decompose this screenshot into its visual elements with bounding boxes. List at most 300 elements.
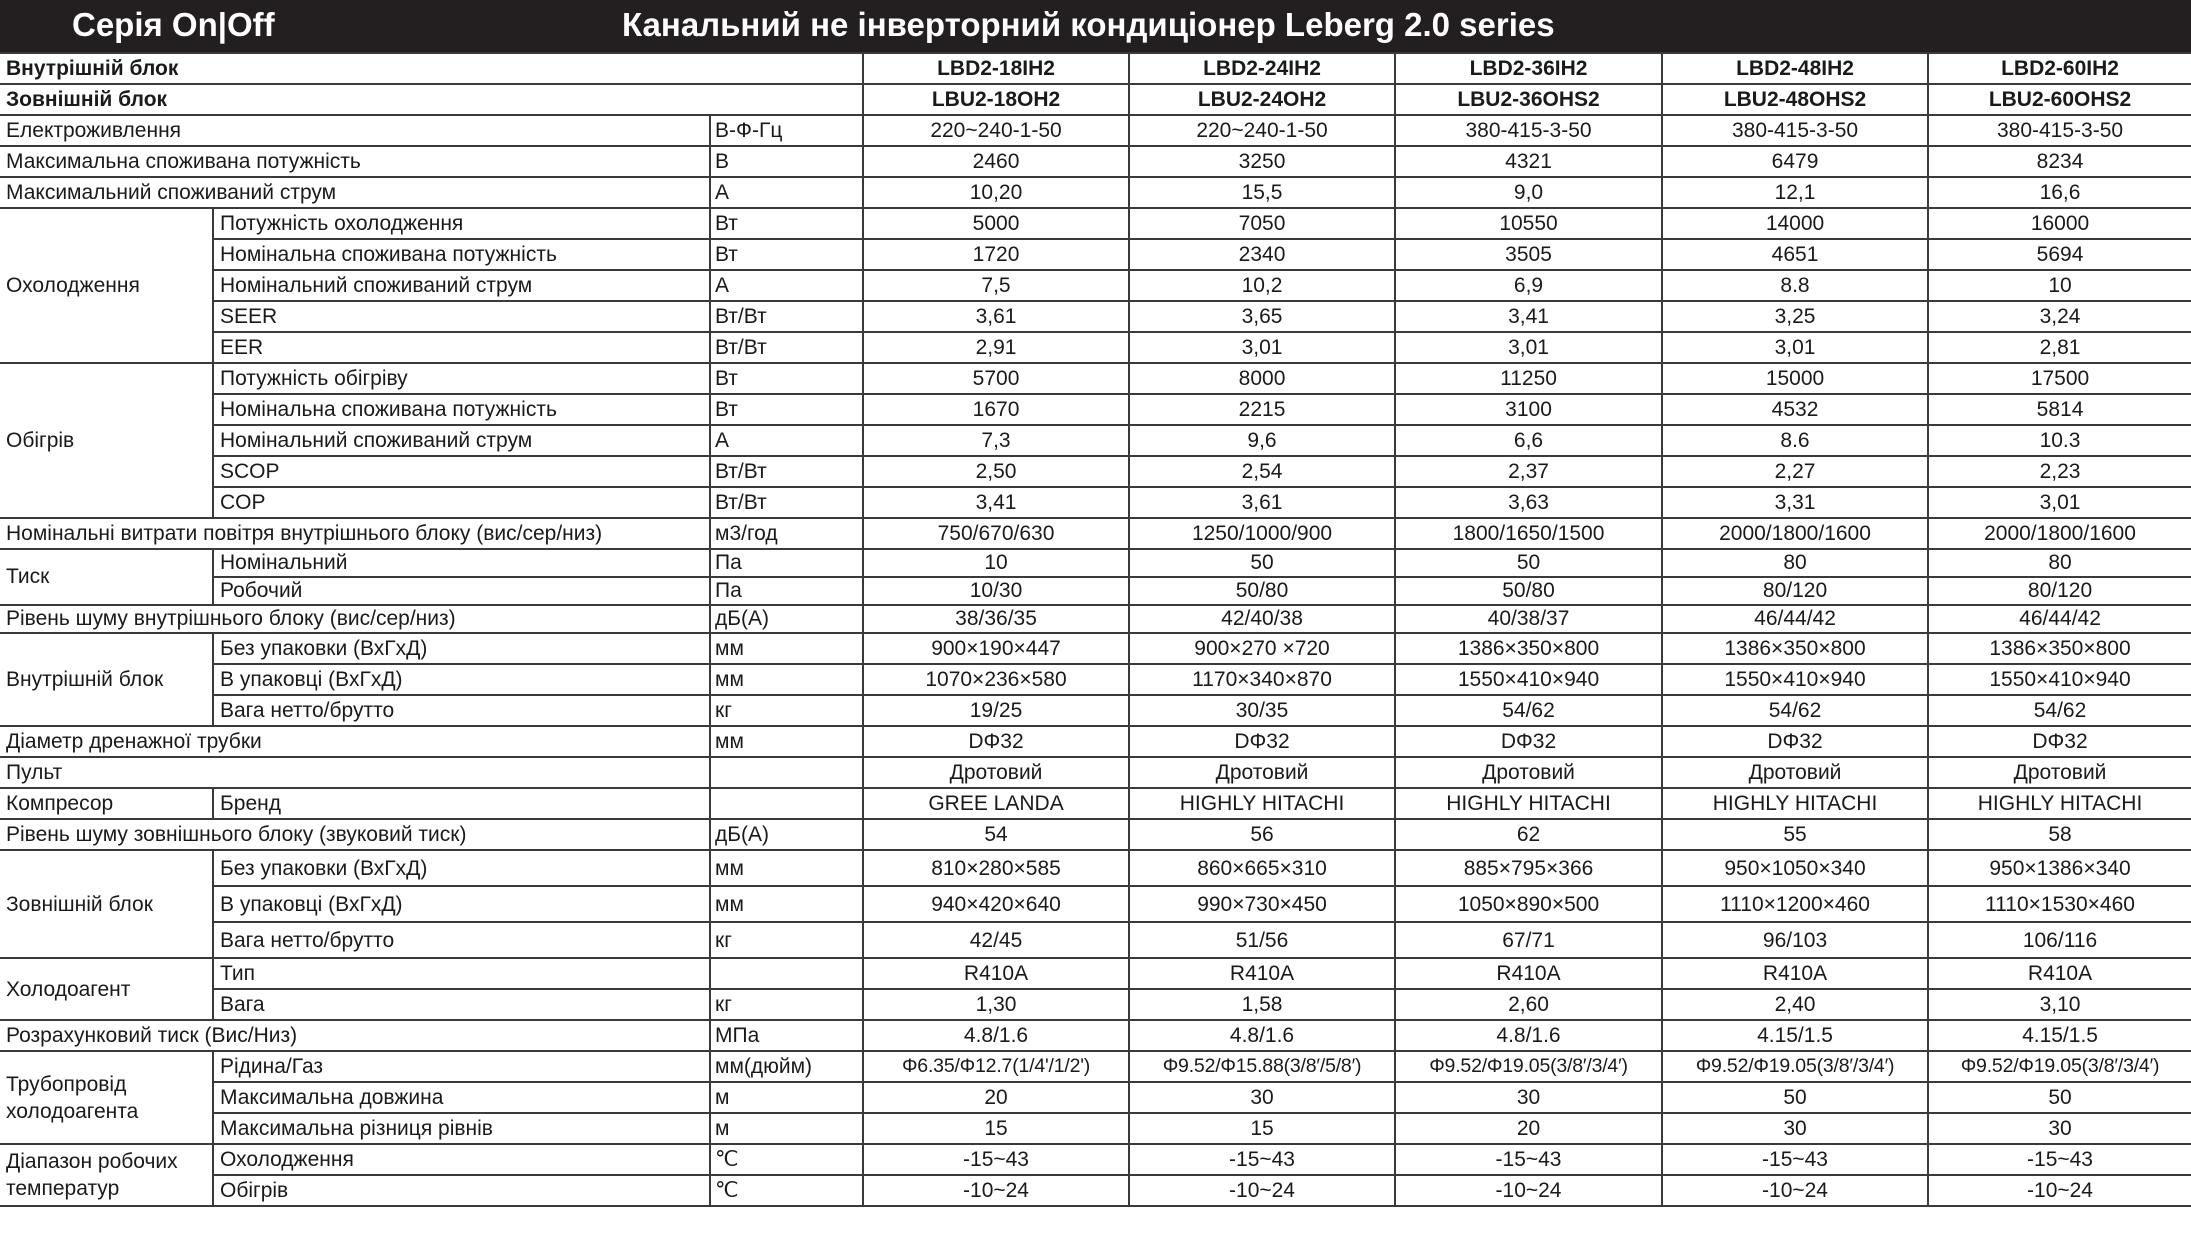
unit-cell: Вт/Вт — [710, 487, 863, 518]
value-cell: 8000 — [1129, 363, 1395, 394]
table-row — [0, 819, 2191, 850]
table-row — [0, 1113, 2191, 1144]
group-label — [0, 1144, 213, 1206]
sub-param-label: Номінальний споживаний струм — [213, 425, 710, 456]
table-row — [0, 922, 2191, 958]
group-label-line1: Діапазон робочих — [6, 1150, 178, 1173]
table-row — [0, 633, 2191, 664]
value-cell: 3250 — [1129, 146, 1395, 177]
value-cell: Дротовий — [863, 757, 1129, 788]
value-cell: 10550 — [1395, 208, 1662, 239]
indoor-model: LBD2-24IH2 — [1129, 53, 1395, 84]
value-cell: 42/45 — [863, 922, 1129, 958]
table-row — [0, 788, 2191, 819]
value-cell: 3,41 — [1395, 301, 1662, 332]
table-row — [0, 115, 2191, 146]
value-cell: 2,60 — [1395, 989, 1662, 1020]
value-cell: -10~24 — [1129, 1175, 1395, 1206]
value-cell: 10 — [1928, 270, 2191, 301]
indoor-unit-header: Внутрішній блок — [0, 53, 863, 84]
value-cell: 30 — [1662, 1113, 1928, 1144]
group-label-line2: температур — [6, 1177, 120, 1200]
value-cell: 3,24 — [1928, 301, 2191, 332]
sub-param-label: Максимальна різниця рівнів — [213, 1113, 710, 1144]
sub-param-label: Бренд — [213, 788, 710, 819]
group-label: Внутрішній блок — [0, 633, 213, 726]
sub-param-label: COP — [213, 487, 710, 518]
table-row — [0, 664, 2191, 695]
param-label: Максимальна споживана потужність — [0, 146, 710, 177]
value-cell: 80/120 — [1928, 577, 2191, 605]
value-cell: R410A — [1129, 958, 1395, 989]
indoor-model: LBD2-18IH2 — [863, 53, 1129, 84]
value-cell: Φ9.52/Φ15.88(3/8′/5/8′) — [1129, 1051, 1395, 1082]
value-cell: HIGHLY HITACHI — [1928, 788, 2191, 819]
value-cell: 80/120 — [1662, 577, 1928, 605]
value-cell: R410A — [1662, 958, 1928, 989]
table-row — [0, 425, 2191, 456]
table-row — [0, 84, 2191, 115]
sub-param-label: Без упаковки (ВхГхД) — [213, 850, 710, 886]
unit-cell: мм — [710, 726, 863, 757]
value-cell: 106/116 — [1928, 922, 2191, 958]
sub-param-label: Робочий — [213, 577, 710, 605]
value-cell: 2215 — [1129, 394, 1395, 425]
value-cell: 42/40/38 — [1129, 605, 1395, 633]
sub-param-label: SCOP — [213, 456, 710, 487]
value-cell: HIGHLY HITACHI — [1662, 788, 1928, 819]
value-cell: 54/62 — [1395, 695, 1662, 726]
value-cell: 30 — [1928, 1113, 2191, 1144]
unit-cell: Па — [710, 577, 863, 605]
value-cell: 4.8/1.6 — [1395, 1020, 1662, 1051]
value-cell: 4532 — [1662, 394, 1928, 425]
sub-param-label: Вага нетто/брутто — [213, 922, 710, 958]
value-cell: 885×795×366 — [1395, 850, 1662, 886]
table-row — [0, 456, 2191, 487]
value-cell: 15,5 — [1129, 177, 1395, 208]
value-cell: 54/62 — [1928, 695, 2191, 726]
value-cell: 950×1050×340 — [1662, 850, 1928, 886]
value-cell: 16000 — [1928, 208, 2191, 239]
value-cell: 4321 — [1395, 146, 1662, 177]
value-cell: 16,6 — [1928, 177, 2191, 208]
value-cell: 3,61 — [863, 301, 1129, 332]
table-row — [0, 301, 2191, 332]
value-cell: -10~24 — [1928, 1175, 2191, 1206]
unit-cell: Вт — [710, 363, 863, 394]
unit-cell: мм — [710, 886, 863, 922]
value-cell: 3,10 — [1928, 989, 2191, 1020]
value-cell: 38/36/35 — [863, 605, 1129, 633]
unit-cell: Вт — [710, 208, 863, 239]
value-cell: 11250 — [1395, 363, 1662, 394]
value-cell: 1110×1530×460 — [1928, 886, 2191, 922]
table-row — [0, 989, 2191, 1020]
unit-cell — [710, 788, 863, 819]
value-cell: 9,0 — [1395, 177, 1662, 208]
value-cell: 54 — [863, 819, 1129, 850]
value-cell: 1720 — [863, 239, 1129, 270]
value-cell: 380-415-3-50 — [1395, 115, 1662, 146]
value-cell: 2,81 — [1928, 332, 2191, 363]
value-cell: 5000 — [863, 208, 1129, 239]
value-cell: 2,23 — [1928, 456, 2191, 487]
unit-cell: мм — [710, 633, 863, 664]
sub-param-label: Номінальний — [213, 549, 710, 577]
sub-param-label: Без упаковки (ВхГхД) — [213, 633, 710, 664]
value-cell: 1550×410×940 — [1662, 664, 1928, 695]
value-cell: 1386×350×800 — [1662, 633, 1928, 664]
group-label — [0, 1051, 213, 1144]
value-cell: 8234 — [1928, 146, 2191, 177]
value-cell: -15~43 — [1129, 1144, 1395, 1175]
value-cell: 1670 — [863, 394, 1129, 425]
value-cell: 1250/1000/900 — [1129, 518, 1395, 549]
value-cell: 54/62 — [1662, 695, 1928, 726]
value-cell: GREE LANDA — [863, 788, 1129, 819]
value-cell: 6,6 — [1395, 425, 1662, 456]
page-title: Канальний не інверторний кондиціонер Leberg 2.0 series — [622, 6, 1555, 43]
table-row — [0, 332, 2191, 363]
value-cell: 96/103 — [1662, 922, 1928, 958]
table-row — [0, 177, 2191, 208]
table-row — [0, 487, 2191, 518]
value-cell: 900×270 ×720 — [1129, 633, 1395, 664]
value-cell: 56 — [1129, 819, 1395, 850]
value-cell: 46/44/42 — [1928, 605, 2191, 633]
value-cell: 50/80 — [1129, 577, 1395, 605]
value-cell: 4.15/1.5 — [1928, 1020, 2191, 1051]
value-cell: 10,2 — [1129, 270, 1395, 301]
indoor-model: LBD2-48IH2 — [1662, 53, 1928, 84]
table-row — [0, 1020, 2191, 1051]
table-row — [0, 239, 2191, 270]
value-cell: 50/80 — [1395, 577, 1662, 605]
value-cell: 1550×410×940 — [1928, 664, 2191, 695]
group-label: Охолодження — [0, 208, 213, 363]
value-cell: 8.6 — [1662, 425, 1928, 456]
value-cell: DΦ32 — [863, 726, 1129, 757]
value-cell: 990×730×450 — [1129, 886, 1395, 922]
indoor-model: LBD2-60IH2 — [1928, 53, 2191, 84]
unit-cell: дБ(А) — [710, 605, 863, 633]
table-row — [0, 518, 2191, 549]
table-row — [0, 363, 2191, 394]
table-row — [0, 549, 2191, 577]
param-label: Електроживлення — [0, 115, 710, 146]
value-cell: Дротовий — [1662, 757, 1928, 788]
sub-param-label: SEER — [213, 301, 710, 332]
sub-param-label: Номінальний споживаний струм — [213, 270, 710, 301]
value-cell: 220~240-1-50 — [1129, 115, 1395, 146]
value-cell: 900×190×447 — [863, 633, 1129, 664]
value-cell: 2340 — [1129, 239, 1395, 270]
value-cell: 2,54 — [1129, 456, 1395, 487]
sub-param-label: EER — [213, 332, 710, 363]
value-cell: 810×280×585 — [863, 850, 1129, 886]
table-row — [0, 726, 2191, 757]
sub-param-label: Максимальна довжина — [213, 1082, 710, 1113]
value-cell: 1550×410×940 — [1395, 664, 1662, 695]
value-cell: R410A — [1395, 958, 1662, 989]
table-row — [0, 958, 2191, 989]
value-cell: 3,01 — [1395, 332, 1662, 363]
sub-param-label: Потужність обігріву — [213, 363, 710, 394]
unit-cell: м — [710, 1082, 863, 1113]
sub-param-label: В упаковці (ВхГхД) — [213, 664, 710, 695]
value-cell: 3,01 — [1928, 487, 2191, 518]
value-cell: 80 — [1928, 549, 2191, 577]
value-cell: 58 — [1928, 819, 2191, 850]
unit-cell: Вт — [710, 394, 863, 425]
table-row — [0, 1144, 2191, 1175]
value-cell: 7050 — [1129, 208, 1395, 239]
value-cell: 1070×236×580 — [863, 664, 1129, 695]
title-bar — [0, 0, 2191, 52]
sub-param-label: Рідина/Газ — [213, 1051, 710, 1082]
unit-cell: кг — [710, 695, 863, 726]
group-label-line1: Трубопровід — [6, 1072, 127, 1096]
value-cell: Дротовий — [1395, 757, 1662, 788]
value-cell: 10/30 — [863, 577, 1129, 605]
value-cell: 1386×350×800 — [1928, 633, 2191, 664]
sub-param-label: Номінальна споживана потужність — [213, 394, 710, 425]
value-cell: 750/670/630 — [863, 518, 1129, 549]
value-cell: 6,9 — [1395, 270, 1662, 301]
unit-cell: ℃ — [710, 1144, 863, 1175]
value-cell: 3,65 — [1129, 301, 1395, 332]
unit-cell: кг — [710, 922, 863, 958]
value-cell: 15000 — [1662, 363, 1928, 394]
outdoor-model: LBU2-60OHS2 — [1928, 84, 2191, 115]
unit-cell: м3/год — [710, 518, 863, 549]
value-cell: 2000/1800/1600 — [1662, 518, 1928, 549]
unit-cell: м — [710, 1113, 863, 1144]
indoor-model: LBD2-36IH2 — [1395, 53, 1662, 84]
value-cell: 3,01 — [1662, 332, 1928, 363]
unit-cell: А — [710, 270, 863, 301]
unit-cell: мм — [710, 850, 863, 886]
value-cell: 5694 — [1928, 239, 2191, 270]
param-label: Пульт — [0, 757, 710, 788]
value-cell: 50 — [1395, 549, 1662, 577]
outdoor-unit-header: Зовнішній блок — [0, 84, 863, 115]
value-cell: 3505 — [1395, 239, 1662, 270]
value-cell: HIGHLY HITACHI — [1395, 788, 1662, 819]
unit-cell — [710, 757, 863, 788]
unit-cell: Па — [710, 549, 863, 577]
table-row — [0, 208, 2191, 239]
value-cell: Φ6.35/Φ12.7(1/4'/1/2') — [863, 1051, 1129, 1082]
table-row — [0, 53, 2191, 84]
value-cell: -15~43 — [1395, 1144, 1662, 1175]
value-cell: Φ9.52/Φ19.05(3/8′/3/4′) — [1928, 1051, 2191, 1082]
unit-cell: МПа — [710, 1020, 863, 1051]
table-row — [0, 850, 2191, 886]
sub-param-label: Обігрів — [213, 1175, 710, 1206]
value-cell: 10 — [863, 549, 1129, 577]
value-cell: 2,27 — [1662, 456, 1928, 487]
unit-cell: мм(дюйм) — [710, 1051, 863, 1082]
value-cell: DΦ32 — [1928, 726, 2191, 757]
value-cell: 40/38/37 — [1395, 605, 1662, 633]
value-cell: -15~43 — [1662, 1144, 1928, 1175]
unit-cell: В — [710, 146, 863, 177]
value-cell: 860×665×310 — [1129, 850, 1395, 886]
group-label-line2: холодоагента — [6, 1099, 139, 1123]
value-cell: 2,50 — [863, 456, 1129, 487]
value-cell: R410A — [1928, 958, 2191, 989]
param-label: Максимальний споживаний струм — [0, 177, 710, 208]
unit-cell: В-Ф-Гц — [710, 115, 863, 146]
unit-cell: Вт/Вт — [710, 332, 863, 363]
sub-param-label: Вага — [213, 989, 710, 1020]
table-row — [0, 146, 2191, 177]
value-cell: -10~24 — [1395, 1175, 1662, 1206]
table-row — [0, 1051, 2191, 1082]
param-label: Діаметр дренажної трубки — [0, 726, 710, 757]
param-label: Рівень шуму зовнішнього блоку (звуковий тиск) — [0, 819, 710, 850]
value-cell: DΦ32 — [1395, 726, 1662, 757]
value-cell: Дротовий — [1129, 757, 1395, 788]
value-cell: 940×420×640 — [863, 886, 1129, 922]
group-label: Зовнішній блок — [0, 850, 213, 958]
value-cell: 1800/1650/1500 — [1395, 518, 1662, 549]
value-cell: Дротовий — [1928, 757, 2191, 788]
sub-param-label: Вага нетто/брутто — [213, 695, 710, 726]
value-cell: 1170×340×870 — [1129, 664, 1395, 695]
value-cell: 50 — [1928, 1082, 2191, 1113]
value-cell: 3,61 — [1129, 487, 1395, 518]
value-cell: 6479 — [1662, 146, 1928, 177]
table-row — [0, 757, 2191, 788]
value-cell: 80 — [1662, 549, 1928, 577]
table-row — [0, 605, 2191, 633]
value-cell: 380-415-3-50 — [1662, 115, 1928, 146]
param-label: Номінальні витрати повітря внутрішнього блоку (вис/сер/низ) — [0, 518, 710, 549]
value-cell: 19/25 — [863, 695, 1129, 726]
value-cell: 2,91 — [863, 332, 1129, 363]
unit-cell: Вт/Вт — [710, 301, 863, 332]
value-cell: 4651 — [1662, 239, 1928, 270]
value-cell: 1,58 — [1129, 989, 1395, 1020]
value-cell: -15~43 — [863, 1144, 1129, 1175]
sub-param-label: В упаковці (ВхГхД) — [213, 886, 710, 922]
value-cell: 4.15/1.5 — [1662, 1020, 1928, 1051]
value-cell: 50 — [1129, 549, 1395, 577]
sub-param-label: Номінальна споживана потужність — [213, 239, 710, 270]
unit-cell: А — [710, 177, 863, 208]
value-cell: 3,25 — [1662, 301, 1928, 332]
value-cell: 15 — [1129, 1113, 1395, 1144]
value-cell: 3,41 — [863, 487, 1129, 518]
value-cell: 62 — [1395, 819, 1662, 850]
unit-cell: Вт/Вт — [710, 456, 863, 487]
outdoor-model: LBU2-48OHS2 — [1662, 84, 1928, 115]
compressor-label: Компресор — [0, 788, 213, 819]
group-label: Обігрів — [0, 363, 213, 518]
value-cell: DΦ32 — [1662, 726, 1928, 757]
value-cell: 7,5 — [863, 270, 1129, 301]
value-cell: 1110×1200×460 — [1662, 886, 1928, 922]
value-cell: 4.8/1.6 — [863, 1020, 1129, 1051]
param-label: Рівень шуму внутрішнього блоку (вис/сер/низ) — [0, 605, 710, 633]
value-cell: 220~240-1-50 — [863, 115, 1129, 146]
value-cell: -10~24 — [863, 1175, 1129, 1206]
value-cell: 3100 — [1395, 394, 1662, 425]
unit-cell: дБ(А) — [710, 819, 863, 850]
value-cell: 1386×350×800 — [1395, 633, 1662, 664]
value-cell: 51/56 — [1129, 922, 1395, 958]
value-cell: 5700 — [863, 363, 1129, 394]
value-cell: 67/71 — [1395, 922, 1662, 958]
value-cell: -15~43 — [1928, 1144, 2191, 1175]
value-cell: 30 — [1129, 1082, 1395, 1113]
value-cell: 50 — [1662, 1082, 1928, 1113]
sub-param-label: Охолодження — [213, 1144, 710, 1175]
value-cell: 14000 — [1662, 208, 1928, 239]
value-cell: 7,3 — [863, 425, 1129, 456]
value-cell: 380-415-3-50 — [1928, 115, 2191, 146]
unit-cell: Вт — [710, 239, 863, 270]
value-cell: 2000/1800/1600 — [1928, 518, 2191, 549]
value-cell: 3,01 — [1129, 332, 1395, 363]
table-row — [0, 695, 2191, 726]
value-cell: 2460 — [863, 146, 1129, 177]
value-cell: 3,63 — [1395, 487, 1662, 518]
value-cell: 20 — [863, 1082, 1129, 1113]
value-cell: 3,31 — [1662, 487, 1928, 518]
value-cell: 1,30 — [863, 989, 1129, 1020]
outdoor-model: LBU2-18OH2 — [863, 84, 1129, 115]
value-cell: Φ9.52/Φ19.05(3/8′/3/4′) — [1395, 1051, 1662, 1082]
value-cell: 17500 — [1928, 363, 2191, 394]
value-cell: 1050×890×500 — [1395, 886, 1662, 922]
value-cell: 12,1 — [1662, 177, 1928, 208]
value-cell: 15 — [863, 1113, 1129, 1144]
value-cell: R410A — [863, 958, 1129, 989]
value-cell: 4.8/1.6 — [1129, 1020, 1395, 1051]
unit-cell: ℃ — [710, 1175, 863, 1206]
sub-param-label: Тип — [213, 958, 710, 989]
value-cell: 2,37 — [1395, 456, 1662, 487]
table-row — [0, 1082, 2191, 1113]
value-cell: 55 — [1662, 819, 1928, 850]
series-title: Серія On|Off — [72, 6, 275, 43]
table-row — [0, 1175, 2191, 1206]
value-cell: 8.8 — [1662, 270, 1928, 301]
unit-cell — [710, 958, 863, 989]
value-cell: 950×1386×340 — [1928, 850, 2191, 886]
unit-cell: А — [710, 425, 863, 456]
sub-param-label: Потужність охолодження — [213, 208, 710, 239]
value-cell: DΦ32 — [1129, 726, 1395, 757]
value-cell: 5814 — [1928, 394, 2191, 425]
unit-cell: кг — [710, 989, 863, 1020]
outdoor-model: LBU2-36OHS2 — [1395, 84, 1662, 115]
outdoor-model: LBU2-24OH2 — [1129, 84, 1395, 115]
value-cell: 30 — [1395, 1082, 1662, 1113]
value-cell: 10.3 — [1928, 425, 2191, 456]
value-cell: HIGHLY HITACHI — [1129, 788, 1395, 819]
value-cell: 30/35 — [1129, 695, 1395, 726]
spec-table — [0, 52, 2191, 1207]
value-cell: 46/44/42 — [1662, 605, 1928, 633]
value-cell: 2,40 — [1662, 989, 1928, 1020]
unit-cell: мм — [710, 664, 863, 695]
value-cell: 9,6 — [1129, 425, 1395, 456]
